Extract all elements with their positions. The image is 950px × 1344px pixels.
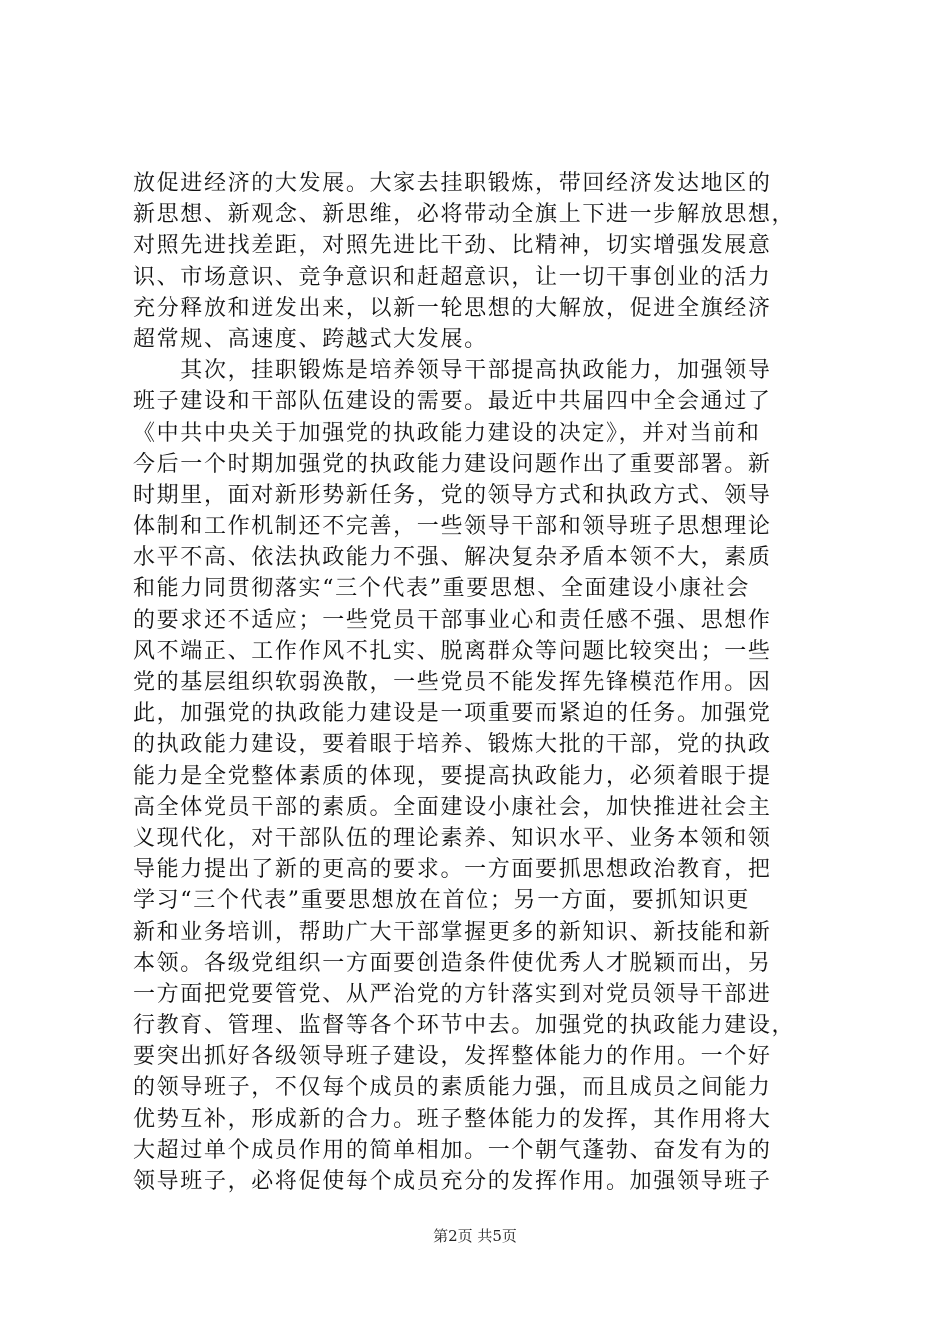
text-line: 对照先进找差距，对照先进比干劲、比精神，切实增强发展意 bbox=[133, 233, 772, 259]
text-line: 时期里，面对新形势新任务，党的领导方式和执政方式、领导 bbox=[133, 482, 772, 508]
text-line: 要突出抓好各级领导班子建设，发挥整体能力的作用。一个好 bbox=[133, 1044, 772, 1070]
text-line: 大超过单个成员作用的简单相加。一个朝气蓬勃、奋发有为的 bbox=[133, 1137, 772, 1163]
text-line: 新思想、新观念、新思维，必将带动全旗上下进一步解放思想， bbox=[133, 202, 796, 228]
text-line: 的领导班子，不仅每个成员的素质能力强，而且成员之间能力 bbox=[133, 1075, 772, 1101]
text-line: 识、市场意识、竞争意识和赶超意识，让一切干事创业的活力 bbox=[133, 264, 772, 290]
text-line: 一方面把党要管党、从严治党的方针落实到对党员领导干部进 bbox=[133, 981, 772, 1007]
text-line: 党的基层组织软弱涣散，一些党员不能发挥先锋模范作用。因 bbox=[133, 670, 772, 695]
text-line: 《中共中央关于加强党的执政能力建设的决定》，并对当前和 bbox=[133, 420, 761, 446]
text-line: 班子建设和干部队伍建设的需要。最近中共届四中全会通过了 bbox=[133, 389, 772, 415]
text-line: 水平不高、依法执政能力不强、解决复杂矛盾本领不大，素质 bbox=[133, 545, 772, 571]
text-line: 新和业务培训，帮助广大干部掌握更多的新知识、新技能和新 bbox=[133, 919, 772, 945]
text-line: 和能力同贯彻落实“三个代表”重要思想、全面建设小康社会 bbox=[133, 576, 751, 602]
body-text bbox=[133, 168, 833, 1197]
text-line: 导能力提出了新的更高的要求。一方面要抓思想政治教育，把 bbox=[133, 857, 772, 883]
text-line: 充分释放和迸发出来，以新一轮思想的大解放，促进全旗经济 bbox=[133, 295, 772, 321]
text-line: 领导班子，必将促使每个成员充分的发挥作用。加强领导班子 bbox=[133, 1169, 772, 1194]
page-footer: 第2页 共5页 bbox=[433, 1227, 517, 1245]
text-line: 义现代化，对干部队伍的理论素养、知识水平、业务本领和领 bbox=[133, 825, 772, 851]
text-line: 此，加强党的执政能力建设是一项重要而紧迫的任务。加强党 bbox=[133, 701, 772, 727]
text-line: 学习“三个代表”重要思想放在首位；另一方面，要抓知识更 bbox=[133, 888, 751, 914]
text-line: 其次，挂职锻炼是培养领导干部提高执政能力，加强领导 bbox=[133, 358, 772, 384]
text-line: 风不端正、工作作风不扎实、脱离群众等问题比较突出；一些 bbox=[133, 638, 772, 664]
text-line: 本领。各级党组织一方面要创造条件使优秀人才脱颖而出，另 bbox=[133, 950, 772, 976]
text-line: 高全体党员干部的素质。全面建设小康社会，加快推进社会主 bbox=[133, 794, 772, 820]
text-line: 行教育、管理、监督等各个环节中去。加强党的执政能力建设， bbox=[133, 1013, 796, 1039]
text-line: 体制和工作机制还不完善，一些领导干部和领导班子思想理论 bbox=[133, 514, 772, 540]
text-line: 放促进经济的大发展。大家去挂职锻炼，带回经济发达地区的 bbox=[133, 171, 772, 196]
text-line: 的要求还不适应；一些党员干部事业心和责任感不强、思想作 bbox=[133, 607, 772, 633]
text-line: 超常规、高速度、跨越式大发展。 bbox=[133, 326, 488, 352]
text-line: 能力是全党整体素质的体现，要提高执政能力，必须着眼于提 bbox=[133, 763, 772, 789]
text-line: 优势互补，形成新的合力。班子整体能力的发挥，其作用将大 bbox=[133, 1106, 772, 1132]
text-line: 的执政能力建设，要着眼于培养、锻炼大批的干部，党的执政 bbox=[133, 732, 772, 758]
text-line: 今后一个时期加强党的执政能力建设问题作出了重要部署。新 bbox=[133, 451, 772, 477]
